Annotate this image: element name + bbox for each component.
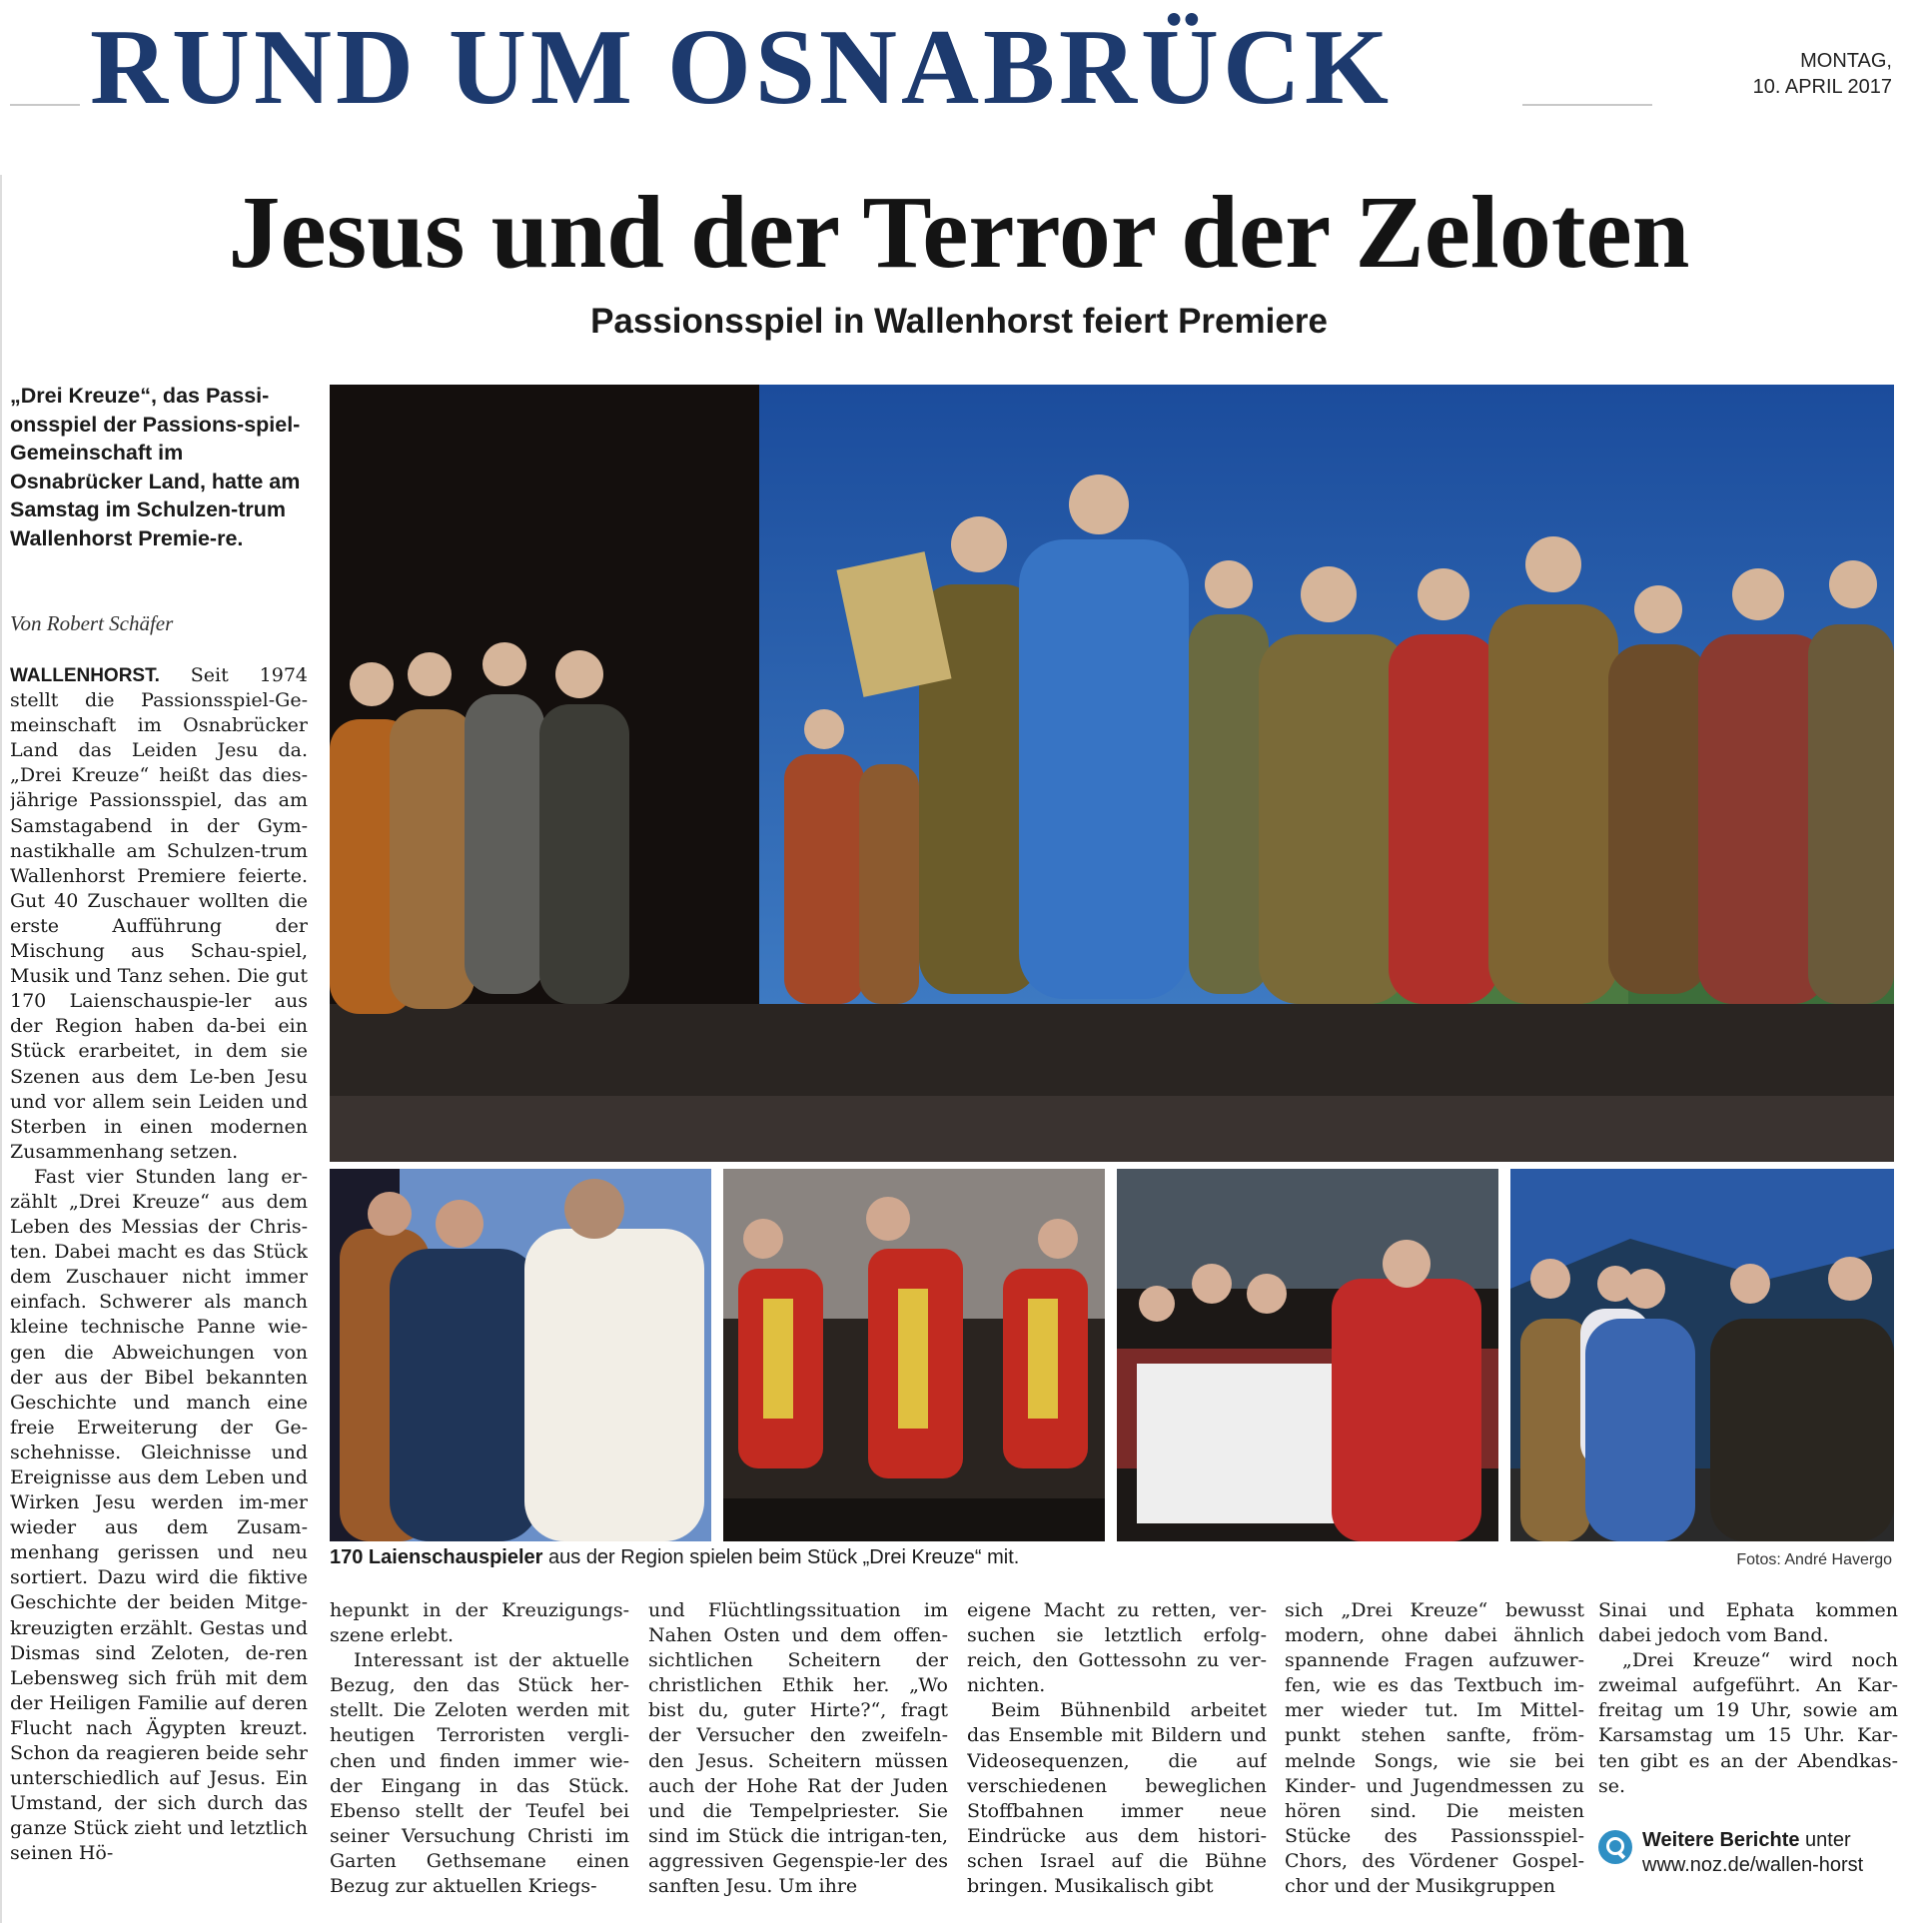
date-weekday: MONTAG, xyxy=(1800,50,1892,72)
photo-high-priests-table xyxy=(1117,1169,1498,1541)
body-column-6 xyxy=(1598,1598,1898,1818)
page-edge-rule xyxy=(0,175,2,1923)
article-byline: Von Robert Schäfer xyxy=(10,611,174,635)
body-paragraph: Beim Bühnenbild arbeitet das Ensemble mit Bildern und Videosequenzen, die auf verschiedenen beweglichen Stoffbahnen immer neue Eindrücke aus dem histori-schen Israel auf die Bühne bringen. Musikalisch gibt xyxy=(967,1699,1267,1898)
body-paragraph: und Flüchtlingssituation im Nahen Osten und dem offen-sichtlichen Scheitern der christlichen Ethik her. „Wo bist du, guter Hirte?“, fragt der Versucher den zweifeln-den Jesus. Scheitern müssen auch der Hohe Rat der Juden und die Tempelpriester. Sie sind im Stück die intrigan-ten, aggressiven Gegenspie-ler des sanften Jesu. Um ihre xyxy=(648,1599,948,1898)
stage-scene-illustration xyxy=(330,385,1894,1162)
masthead-rule-left xyxy=(10,104,80,106)
photo-credit: Fotos: André Havergo xyxy=(1736,1551,1892,1568)
body-paragraph: Fast vier Stunden lang er-zählt „Drei Kreuze“ aus dem Leben des Messias der Chris-ten. Dabei macht es das Stück dem Zuschauer nicht immer einfach. Schwerer als manch kleine technische Panne wie-gen die Abweichungen von der aus der Bibel bekannten Geschichte und manch eine freie Erweiterung der Ge-schehnisse. Gleichnisse und Ereignisse aus dem Leben und Wirken Jesu werden im-mer wieder aus dem Zusam-menhang gerissen und neu sortiert. Dazu wird die fiktive Geschichte der beiden Mitge-kreuzigten erzählt. Gestas und Dismas sind Zeloten, de-ren Lebensweg sich früh mit dem der Heiligen Familie auf deren Flucht nach Ägypten kreuzt. Schon da reagieren beide sehr unterschiedlich auf Jesus. Ein Umstand, der sich durch das ganze Stück zieht und letztlich seinen Hö- xyxy=(10,1165,308,1865)
article-headline: Jesus und der Terror der Zeloten xyxy=(228,175,1690,290)
more-reports-bold: Weitere Berichte xyxy=(1642,1829,1800,1851)
more-reports-link[interactable] xyxy=(1598,1828,1898,1878)
magnifier-icon xyxy=(1598,1830,1632,1864)
jesus-scene-illustration xyxy=(330,1169,711,1541)
body-paragraph: eigene Macht zu retten, ver-suchen sie letztlich erfolg-reich, den Gottessohn zu ver-nichten. xyxy=(967,1599,1267,1697)
placeline: WALLENHORST. xyxy=(10,665,160,686)
body-column-1 xyxy=(10,663,308,1922)
dateline xyxy=(1753,48,1892,100)
body-paragraph: hepunkt in der Kreuzigungs-szene erlebt. xyxy=(330,1599,629,1647)
more-reports-url: unter www.noz.de/wallen-horst xyxy=(1642,1829,1864,1876)
body-paragraph: „Drei Kreuze“ wird noch zweimal aufgeführt. An Kar-freitag um 19 Uhr, sowie am Karsamstag um 15 Uhr. Kar-ten gibt es an der Abendkas-se. xyxy=(1598,1649,1898,1797)
body-paragraph: WALLENHORST. Seit 1974 stellt die Passionsspiel-Ge-meinschaft im Osnabrücker Land das Leiden Jesu da. „Drei Kreuze“ heißt das dies-jährige Passionsspiel, das am Samstagabend in der Gym-nastikhalle am Schulzen-trum Wallenhorst Premiere feierte. Gut 40 Zuschauer wollten die erste Aufführung der Mischung aus Schau-spiel, Musik und Tanz sehen. Die gut 170 Laienschauspie-ler aus der Region haben da-bei ein Stück erarbeitet, in dem sie Szenen aus dem Le-ben Jesu und vor allem sein Leiden und Sterben in einen modernen Zusammenhang setzen. xyxy=(10,664,308,1163)
main-stage-photo xyxy=(330,385,1894,1162)
body-column-3 xyxy=(648,1598,948,1923)
holy-family-scene-illustration xyxy=(1510,1169,1894,1541)
body-paragraph: sich „Drei Kreuze“ bewusst modern, ohne dabei ähnlich spannende Fragen aufzuwer-fen, wie es das Textbuch im-mer wieder tut. Im Mittel-punkt stehen sanfte, fröm-melnde Songs, wie sie bei Kinder- und Jugendmessen zu hören sind. Die meisten Stücke des Passionsspiel-Chors, des Vördener Gospel-chor und der Musikgruppen xyxy=(1285,1599,1584,1898)
photo-caption xyxy=(330,1546,1019,1569)
body-paragraph: Sinai und Ephata kommen dabei jedoch vom Band. xyxy=(1598,1599,1898,1647)
photo-jesus-disciples xyxy=(330,1169,711,1541)
body-paragraph: Interessant ist der aktuelle Bezug, den das Stück her-stellt. Die Zeloten werden mit heutigen Terroristen vergli-chen und finden immer wie-der Eingang in das Stück. Ebenso stellt der Teufel bei seiner Versuchung Christi im Garten Gethsemane einen Bezug zur aktuellen Kriegs- xyxy=(330,1649,629,1898)
photo-roman-soldiers xyxy=(723,1169,1105,1541)
section-masthead: RUND UM OSNABRÜCK xyxy=(90,8,1393,127)
priests-scene-illustration xyxy=(1117,1169,1498,1541)
photo-holy-family xyxy=(1510,1169,1894,1541)
article-subheadline: Passionsspiel in Wallenhorst feiert Premiere xyxy=(590,302,1328,341)
body-column-4 xyxy=(967,1598,1267,1923)
soldiers-scene-illustration xyxy=(723,1169,1105,1541)
body-column-5 xyxy=(1285,1598,1584,1923)
body-column-2 xyxy=(330,1598,629,1923)
masthead-rule xyxy=(1522,104,1652,106)
caption-bold: 170 Laienschauspieler xyxy=(330,1546,543,1568)
caption-text: aus der Region spielen beim Stück „Drei Kreuze“ mit. xyxy=(542,1546,1020,1568)
more-reports-text[interactable] xyxy=(1642,1828,1898,1878)
date-full: 10. APRIL 2017 xyxy=(1752,76,1892,98)
article-lead: „Drei Kreuze“, das Passi-onsspiel der Passions-spiel-Gemeinschaft im Osnabrücker Land, hatte am Samstag im Schulzen-trum Wallenhorst Premie-re. xyxy=(10,384,301,550)
